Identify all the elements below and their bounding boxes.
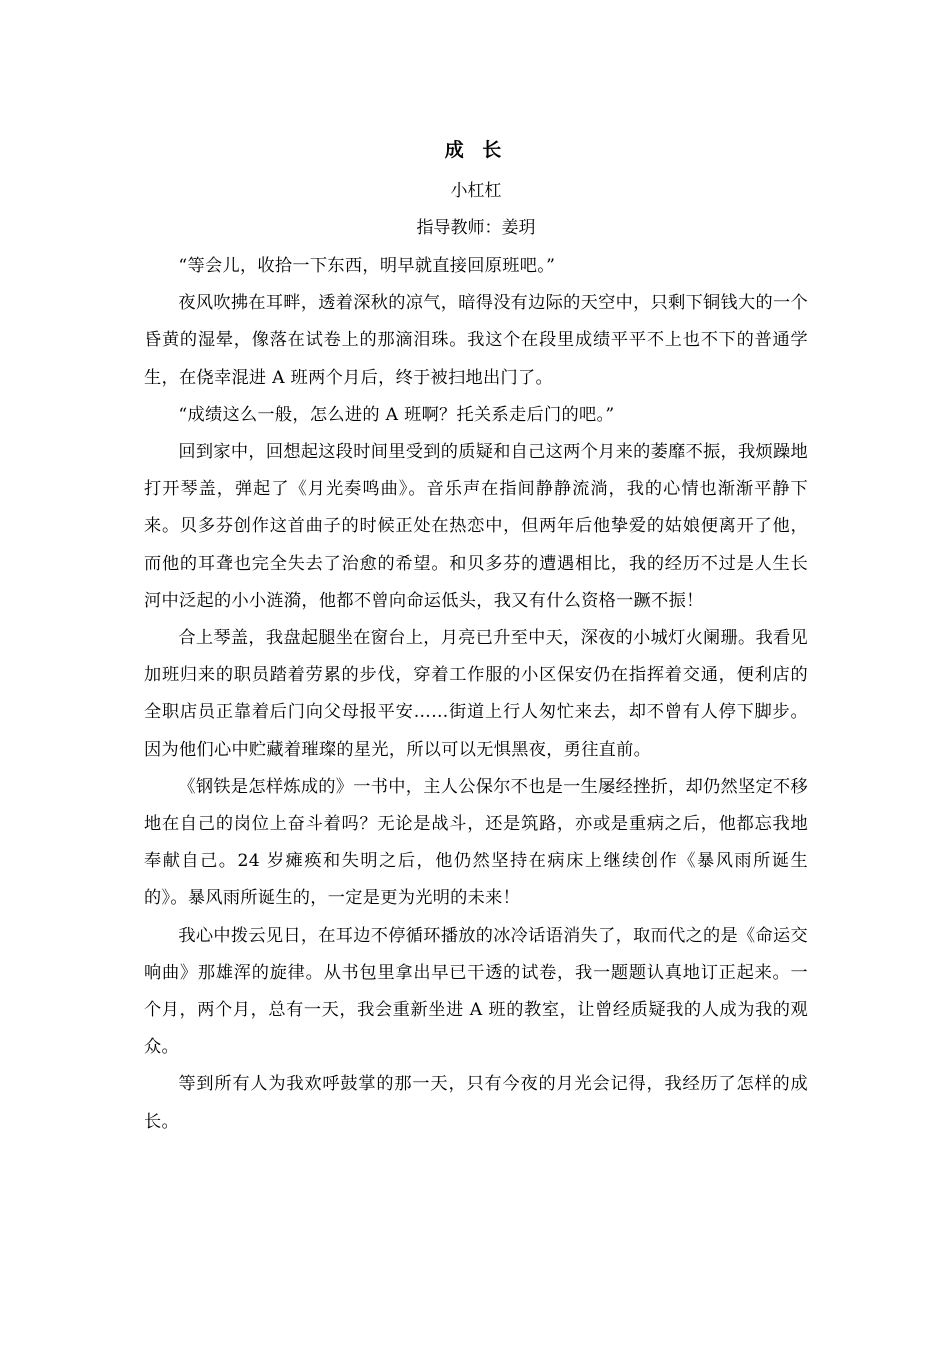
paragraph: 合上琴盖，我盘起腿坐在窗台上，月亮已升至中天，深夜的小城灯火阑珊。我看见加班归来的职员踏着劳累的步伐，穿着工作服的小区保安仍在指挥着交通，便利店的全职店员正靠着后门向父母报平安……街道上行人匆忙来去，却不曾有人停下脚步。因为他们心中贮藏着璀璨的星光，所以可以无惧黑夜，勇往直前。 <box>144 628 808 760</box>
paragraph: 等到所有人为我欢呼鼓掌的那一天，只有今夜的月光会记得，我经历了怎样的成长。 <box>144 1074 808 1132</box>
author-name: 小杠杠 <box>450 181 502 201</box>
document-page <box>144 130 808 1141</box>
paragraph: 夜风吹拂在耳畔，透着深秋的凉气，暗得没有边际的天空中，只剩下铜钱大的一个昏黄的湿晕，像落在试卷上的那滴泪珠。我这个在段里成绩平平不上也不下的普通学生，在侥幸混进 A 班两个月后，终于被扫地出门了。 <box>144 293 808 388</box>
paragraph: 《钢铁是怎样炼成的》一书中，主人公保尔不也是一生屡经挫折，却仍然坚定不移地在自己的岗位上奋斗着吗？无论是战斗，还是筑路，亦或是重病之后，他都忘我地奉献自己。24 岁瘫痪和失明之后，他仍然坚持在病床上继续创作《暴风雨所诞生的》。暴风雨所诞生的，一定是更为光明的未来！ <box>144 776 808 909</box>
paragraph: “成绩这么一般，怎么进的 A 班啊？托关系走后门的吧。” <box>178 404 615 425</box>
paragraph: 我心中拨云见日，在耳边不停循环播放的冰冷话语消失了，取而代之的是《命运交响曲》那雄浑的旋律。从书包里拿出早已干透的试卷，我一题题认真地订正起来。一个月，两个月，总有一天，我会重新坐进 A 班的教室，让曾经质疑我的人成为我的观众。 <box>144 925 808 1058</box>
teacher-name: 指导教师：姜玥 <box>416 218 536 238</box>
document-title: 成 长 <box>444 139 508 161</box>
paragraph: “等会儿，收拾一下东西，明早就直接回原班吧。” <box>178 256 556 276</box>
paragraph: 回到家中，回想起这段时间里受到的质疑和自己这两个月来的萎靡不振，我烦躁地打开琴盖，弹起了《月光奏鸣曲》。音乐声在指间静静流淌，我的心情也渐渐平静下来。贝多芬创作这首曲子的时候正处在热恋中，但两年后他挚爱的姑娘便离开了他，而他的耳聋也完全失去了治愈的希望。和贝多芬的遭遇相比，我的经历不过是人生长河中泛起的小小涟漪，他都不曾向命运低头，我又有什么资格一蹶不振！ <box>144 442 808 611</box>
